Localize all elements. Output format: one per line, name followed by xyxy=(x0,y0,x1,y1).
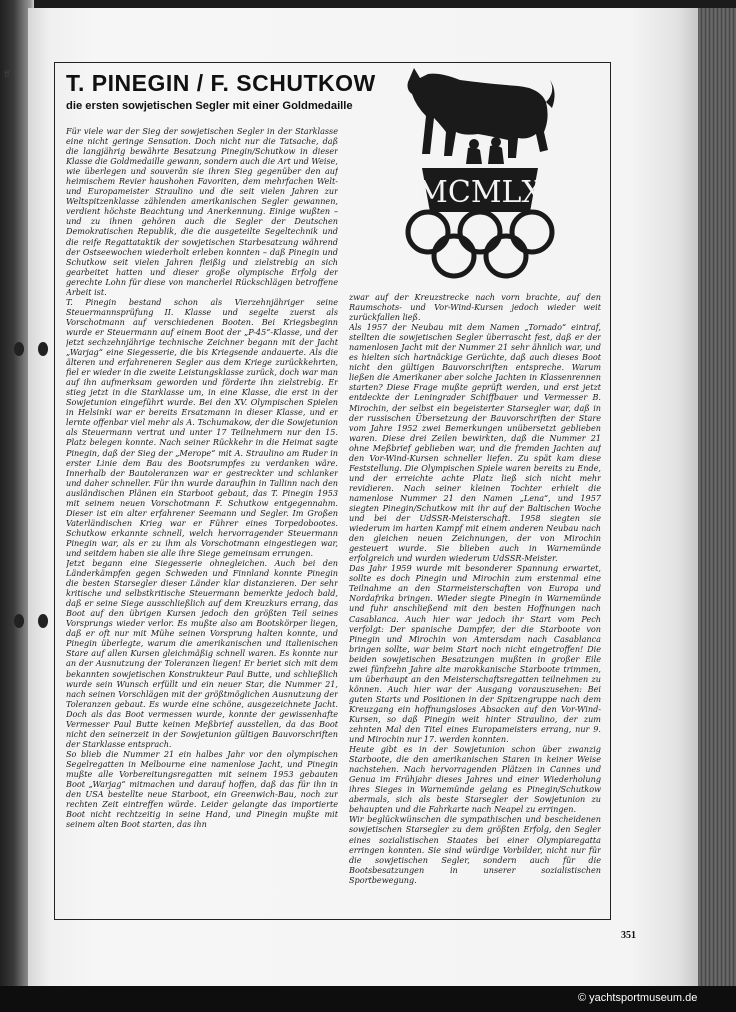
paragraph: T. Pinegin bestand schon als Vierzehnjähriger seine Steuermannsprüfung II. Klasse und segelte zuerst als Vorschotmann auf verschiedenen Booten. Bei Kriegsbeginn wurde er Steuermann auf einem Boot der „P-45“-Klasse, und der jetzt sechzehnjährige technische Zeichner begann mit der Jacht „Warjag“ eine Siegesserie, die bis Kriegsende andauerte. Als die älteren und erfahreneren Segler aus dem Kriege zurückkehrten, fiel er wieder in die zweite Leistungsklasse zurück, doch war man auf ihn aufmerksam geworden und förderte ihn zielstrebig. Er stieg jetzt in die Starklasse um, in eine Klasse, die erst in der Sowjetunion eingeführt wurde. Bei den XV. Olympischen Spielen in Helsinki war er bereits Ersatzmann in dieser Klasse, und er lernte offenbar viel mehr als A. Tschumakow, der die Sowjetunion als Steuermann vertrat und unter 17 Teilnehmern nur den 15. Platz belegen konnte. Nach seiner Rückkehr in die Heimat sagte Pinegin, daß der Sieg der „Merope“ mit A. Straulino am Ruder in erster Linie dem Bau des Bootsrumpfes zu verdanken wäre. Innerhalb der Bautoleranzen war er gestreckter und schlanker und daher schneller. Für ihn wurde daraufhin in Tallinn nach den ausländischen Plänen ein Starboot gebaut, das T. Pinegin 1953 mit seinem neuen Vorschotmann F. Schutkow entgegennahm. Dieser ist ein alter erfahrener Seemann und Segler. Im Großen Vaterländischen Krieg war er Führer eines Torpedobootes. Schutkow erkannte schnell, welch hervorragender Steuermann Pinegin war, als er zu ihm als Vorschotmann eingestiegen war, und seitdem haben sie alle ihre Siege gemeinsam errungen. xyxy=(66,296,338,558)
page-number: 351 xyxy=(621,930,636,941)
article-column-left xyxy=(66,126,338,912)
paragraph: So blieb die Nummer 21 ein halbes Jahr vor den olympischen Segelregatten in Melbourne eine namenlose Jacht, und Pinegin mußte alle Vorbereitungsregatten mit seinem 1953 gebauten Boot „Warjag“ mitmachen und darauf hoffen, daß das für ihn in den USA bestellte neue Starboot, ein Greenwich-Bau, noch zur rechten Zeit eintreffen würde. Leider gelangte das importierte Boot nicht rechtzeitig in seine Hand, und Pinegin mußte mit seinem alten Boot starten, das ihn xyxy=(66,748,338,830)
paragraph: Heute gibt es in der Sowjetunion schon über zwanzig Starboote, die den amerikanischen Staren in keiner Weise nachstehen. Nach hervorragenden Plätzen in Cannes und Genua im Frühjahr dieses Jahres und einer Wiederholung ihres Sieges in Warnemünde gelang es Pinegin/Schutkow abermals, sich als beste Starsegler der Sowjetunion zu behaupten und die Fahrkarte nach Neapel zu erringen. xyxy=(349,744,601,815)
binding-hole-icon xyxy=(14,614,24,628)
article-title: T. PINEGIN / F. SCHUTKOW xyxy=(66,70,376,96)
paragraph: Jetzt begann eine Siegesserie ohnegleichen. Auch bei den Länderkämpfen gegen Schweden und Finnland konnte Pinegin die besten Starsegler dieser Länder klar distanzieren. Der sehr kritische und selbstkritische Steuermann bemerkte jedoch bald, daß er seine Siege ausschließlich auf dem Kreuzkurs errang, das Boot auf den übrigen Kursen jedoch den größten Teil seines Vorsprungs wieder verlor. Es mußte also am Bootskörper liegen, daß er oft nur mit Mühe seinen Vorsprung halten konnte, und Pinegin überlegte, warum die amerikanischen und italienischen Stare auf allen Kursen gleichmäßig schnell waren. Es konnte nur an der Ausnutzung der Toleranzen liegen! Er beriet sich mit dem bekannten sowjetischen Konstrukteur Paul Butte, und schließlich wurde sein Wunsch erfüllt und ein neuer Star, die Nummer 21, nach seinen Vorschlägen mit der größtmöglichen Ausnutzung der Toleranzen gebaut. Es wurde eine schöne, ausgezeichnete Jacht. Doch als das Boot vermessen wurde, konnte der gewissenhafte Vermesser Paul Butte keinen Meßbrief ausstellen, da das Boot nicht den seinerzeit in der Sowjetunion gültigen Bauvorschriften der Starklasse entsprach. xyxy=(66,558,338,749)
margin-mark: ff xyxy=(4,70,10,79)
paragraph: Das Jahr 1959 wurde mit besonderer Spannung erwartet, sollte es doch Pinegin und Mirochin zum erstenmal eine Teilnahme an den Starmeisterschaften von Europa und Nordafrika bringen. Wieder siegte Pinegin in Warnemünde und fuhr anschließend mit den besten Hoffnungen nach Casablanca. Auch hier war jedoch ihr Start vom Pech verfolgt: Der spanische Dampfer, der die Starboote von Pinegin und Mirochin von Amtersdam nach Casablanca bringen sollte, war beim Start noch nicht eingetroffen! Die beiden sowjetischen Besatzungen mußten in großer Eile zwei fünfzehn Jahre alte marokkanische Starboote trimmen, um überhaupt an den Meisterschaftsregatten teilnehmen zu können. Auch hier war der Ausgang vorauszusehen: Bei guten Starts und Positionen in der Spitzengruppe nach dem Kreuzgang ein hoffnungsloses Absacken auf den Vor-Wind-Kursen, so daß Pinegin weit hinter Straulino, der zum zehnten Mal den Titel eines Europameisters errang, nur 9. und Mirochin nur 17. werden konnten. xyxy=(349,563,601,745)
paragraph: Als 1957 der Neubau mit dem Namen „Tornado“ eintraf, stellten die sowjetischen Segler überrascht fest, daß er der namenlosen Jacht mit der Nummer 21 sehr ähnlich war, und es hielten sich hartnäckige Gerüchte, daß auch dieses Boot nicht den gültigen Bauvorschriften entspreche. Warum ließen die Amerikaner aber solche Jachten in Klassenrennen starten? Diese Frage mußte geprüft werden, und erst jetzt entdeckte der Leningrader Schiffbauer und Vermesser B. Mirochin, der selbst ein begeisterter Starsegler war, daß in der russischen Übersetzung der Bauvorschriften der Stare vom Jahre 1952 zwei Bemerkungen unübersetzt geblieben waren. Diese drei Zeilen bewirkten, daß die Nummer 21 ohne Meßbrief geblieben war, und die fremden Jachten auf den Vor-Wind-Kursen schneller liefen. Zu spät kam diese Feststellung. Die Olympischen Spiele waren bereits zu Ende, und der erreichte achte Platz ließ sich nicht mehr revidieren. Nach seiner kleinen Tochter erhielt die namenlose Nummer 21 den Namen „Lena“, und 1957 siegten Pinegin/Schutkow mit ihr auf der Baltischen Woche und bei der UdSSR-Meisterschaft. 1958 siegten sie wiederum im harten Kampf mit einem anderen Neubau nach den gleichen neuen Zeichnungen, der von Mirochin gesteuert wurde. Sie blieben auch in Warnemünde erfolgreich und wurden wiederum UdSSR-Meister. xyxy=(349,322,601,564)
binding-hole-icon xyxy=(38,342,48,356)
paragraph: Für viele war der Sieg der sowjetischen Segler in der Starklasse eine nicht geringe Sensation. Doch nicht nur die Tatsache, daß die langjährig bewährte Besatzung Pinegin/Schutkow in dieser Klasse die Goldmedaille gewann, sondern auch die Art und Weise, wie überlegen und souverän sie ihren Sieg gegenüber den auf heimischem Revier haushohen Favoriten, dem mehrfachen Welt- und Europameister Straulino und die seit vielen Jahren zur Weltspitzenklasse zählenden amerikanischen Segler gewannen, verdient höchste Beachtung und Anerkennung. Einige wußten – und zu ihnen gehören auch die Segler der Deutschen Demokratischen Republik, die die ausgeteilte Segeltechnik und die reife Regattataktik der sowjetischen Starbesatzung während der Ostseewochen wiederholt erleben konnten – daß Pinegin und Schutkow seit vielen Jahren fleißig und zielstrebig an sich gearbeitet hatten und dieser große olympische Erfolg der gerechte Lohn für diese von mancherlei Rückschlägen betroffene Arbeit ist. xyxy=(66,126,338,297)
binding-hole-icon xyxy=(38,614,48,628)
roman-year: MCMLX xyxy=(417,175,543,210)
page-stack-edge xyxy=(698,8,736,986)
article-column-right xyxy=(349,292,601,914)
rome-1960-emblem-icon xyxy=(400,62,560,290)
paragraph: zwar auf der Kreuzstrecke nach vorn brachte, auf den Raumschots- und Vor-Wind-Kursen jedoch wieder weit zurückfallen ließ. xyxy=(349,292,601,323)
paragraph: Wir beglückwünschen die sympathischen und bescheidenen sowjetischen Starsegler zu dem größten Erfolg, den Segler eines sozialistischen Staates bei einer Olympiaregatta erringen konnten. Sie sind würdige Vorbilder, nicht nur für die sowjetischen Segler, sondern auch für die Bootsbesatzungen in unserer sozialistischen Sportbewegung. xyxy=(349,814,601,885)
watermark: © yachtsportmuseum.de xyxy=(578,992,698,1004)
article-subtitle: die ersten sowjetischen Segler mit einer Goldmedaille xyxy=(66,100,353,112)
binding-hole-icon xyxy=(14,342,24,356)
